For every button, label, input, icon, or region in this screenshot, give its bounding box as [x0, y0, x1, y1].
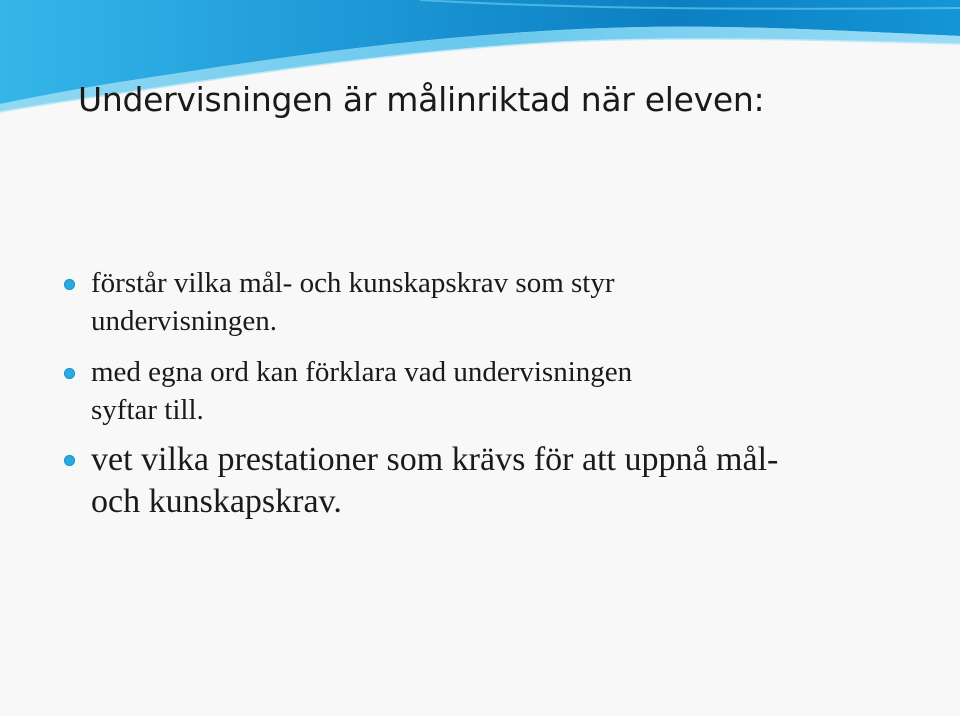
bullet-dot-icon: [64, 368, 75, 379]
bullet-line: syftar till.: [91, 394, 204, 426]
bullet-dot-icon: [64, 279, 75, 290]
bullet-line: med egna ord kan förklara vad undervisningen: [91, 356, 633, 388]
bullet-line: vet vilka prestationer som krävs för att uppnå mål-: [91, 441, 779, 478]
slide-title: Undervisningen är målinriktad när eleven:: [78, 80, 765, 119]
bullet-item: [64, 353, 904, 429]
bullet-list: [64, 264, 904, 523]
bullet-line: undervisningen.: [91, 305, 278, 337]
bullet-line: och kunskapskrav.: [91, 483, 342, 520]
bullet-item: [64, 264, 904, 340]
bullet-line: förstår vilka mål- och kunskapskrav som styr: [91, 267, 615, 299]
bullet-item: [64, 439, 904, 523]
bullet-dot-icon: [64, 455, 75, 466]
